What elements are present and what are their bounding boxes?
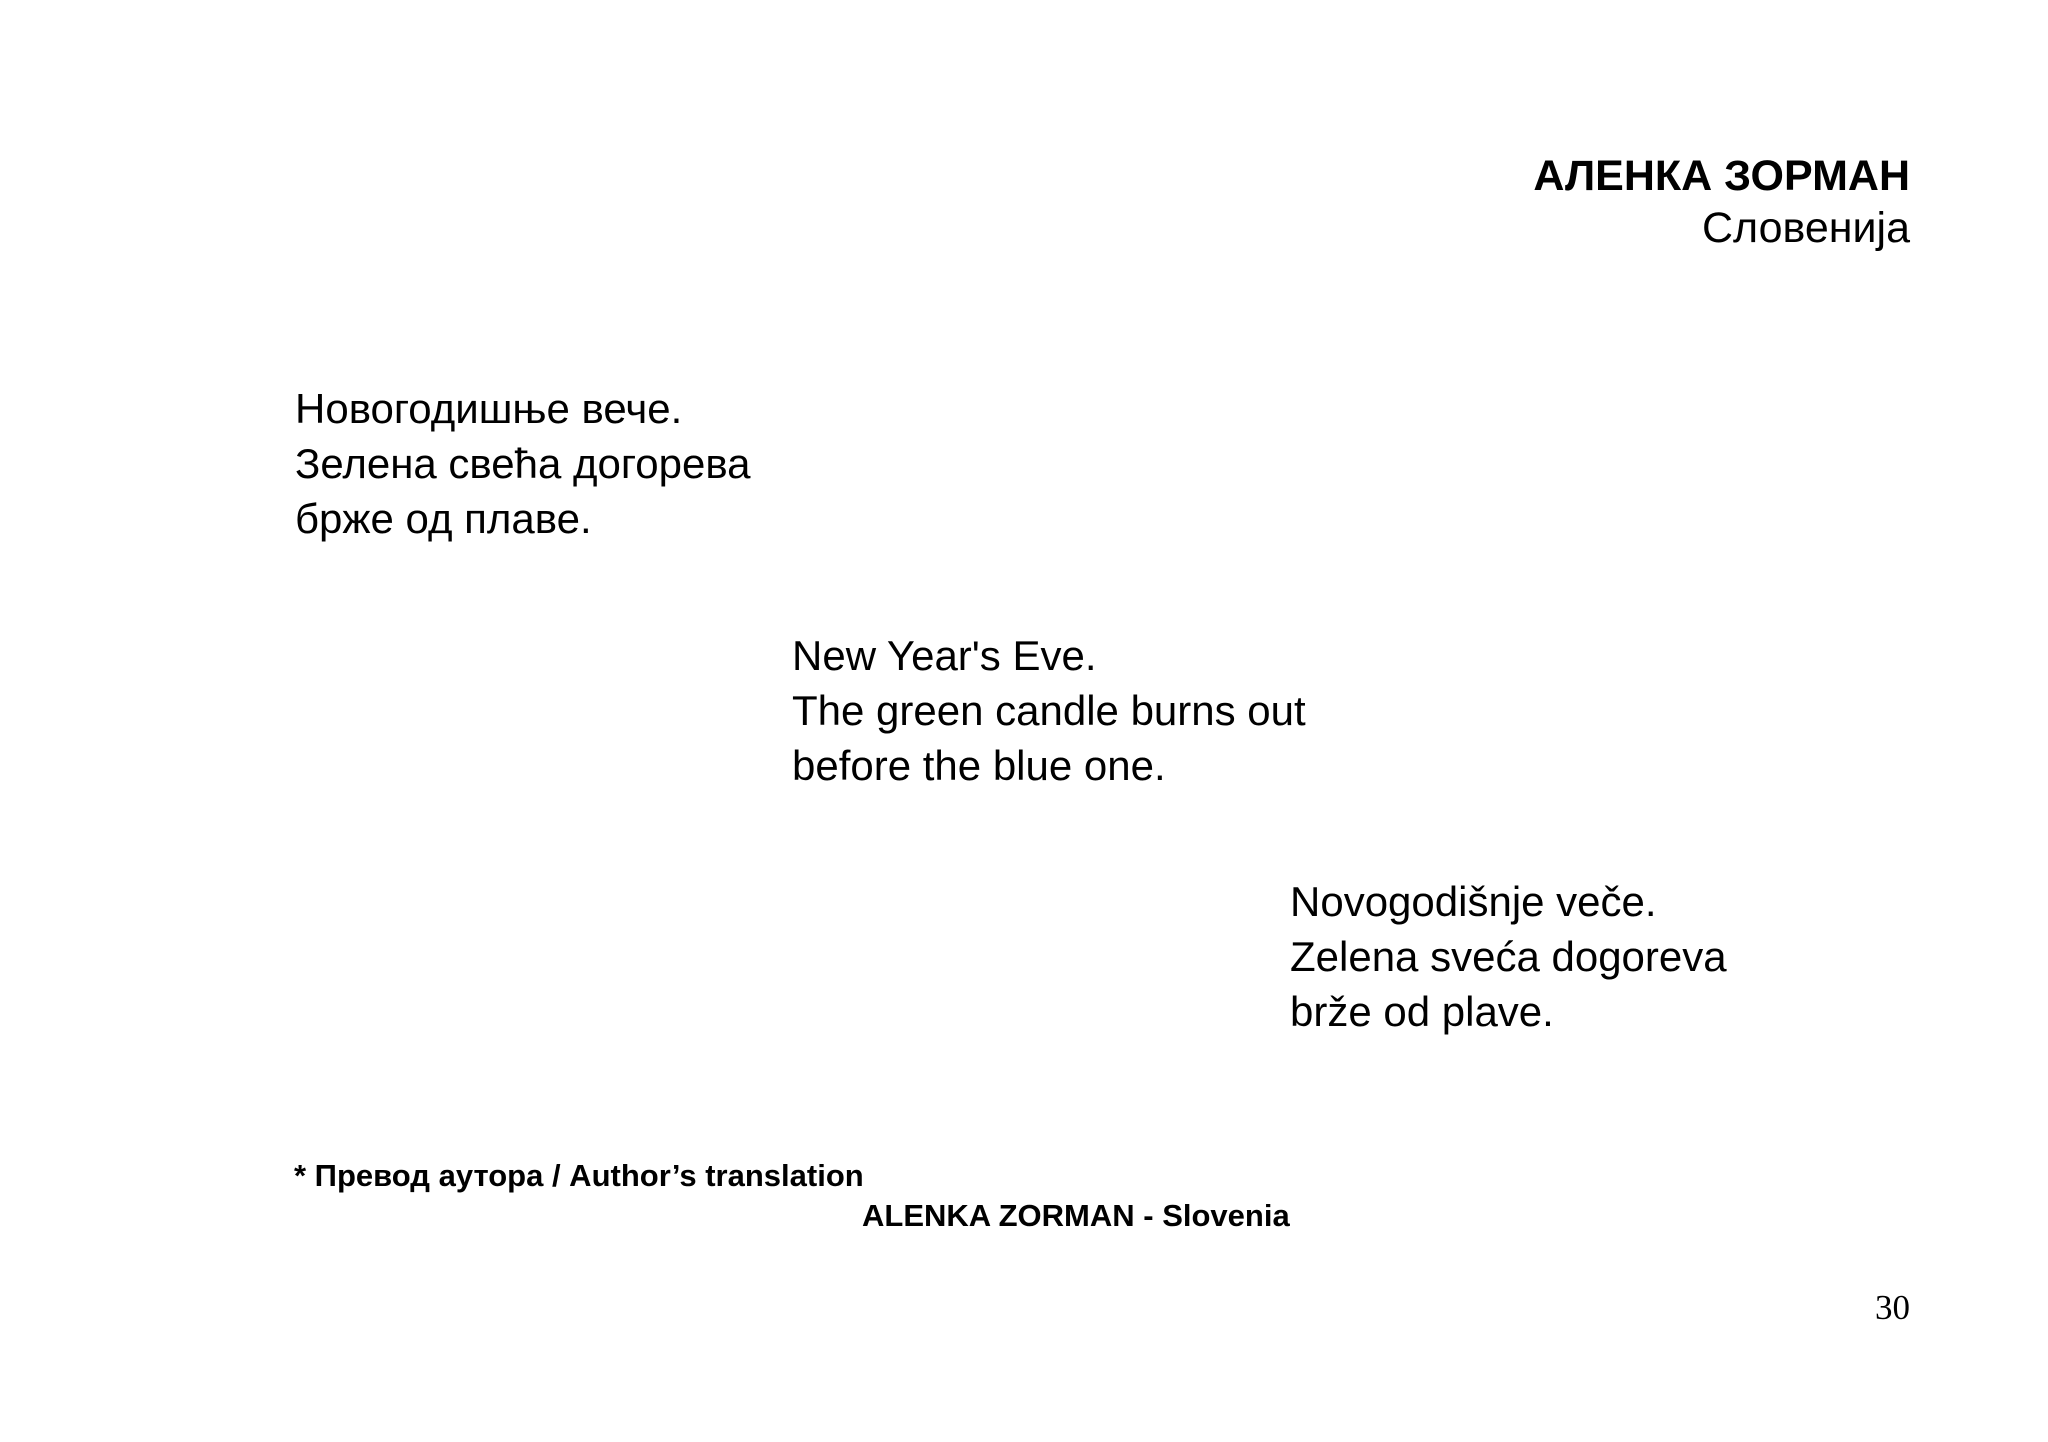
poem-line: Novogodišnje veče.: [1290, 878, 1657, 925]
translation-note: * Превод аутора / Author’s translation: [294, 1158, 864, 1193]
author-header: [1533, 150, 1910, 254]
poem-serbian-cyrillic: [295, 381, 751, 546]
poem-serbian-latin: [1290, 874, 1727, 1039]
poem-line: Зелена свећа догорева: [295, 440, 751, 487]
author-credit: ALENKA ZORMAN - Slovenia: [862, 1198, 1290, 1233]
poem-line: брже од плаве.: [295, 495, 592, 542]
author-name: АЛЕНКА ЗОРМАН: [1533, 152, 1910, 200]
poem-line: brže od plave.: [1290, 988, 1554, 1035]
poem-line: Zelena sveća dogoreva: [1290, 933, 1727, 980]
poem-line: The green candle burns out: [792, 687, 1306, 734]
poem-line: New Year's Eve.: [792, 632, 1097, 679]
page-number: 30: [1875, 1288, 1910, 1327]
author-country: Словенија: [1701, 204, 1910, 252]
poem-english: [792, 628, 1306, 793]
poem-line: Новогодишње вече.: [295, 385, 683, 432]
poem-line: before the blue one.: [792, 742, 1166, 789]
